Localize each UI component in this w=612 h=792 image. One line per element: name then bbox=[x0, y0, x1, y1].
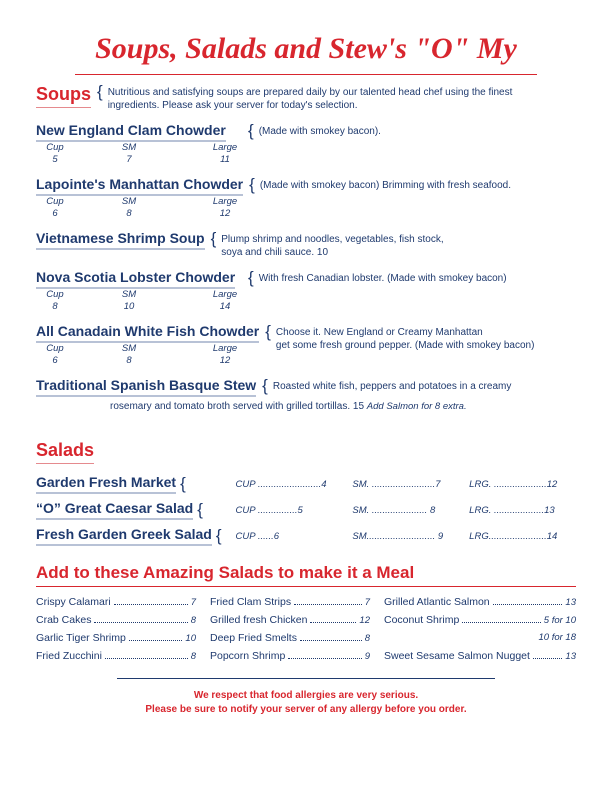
dot-leader bbox=[294, 604, 362, 605]
dot-leader bbox=[114, 604, 188, 605]
soup-name-block bbox=[36, 176, 243, 220]
size-label: SM bbox=[121, 343, 137, 354]
size-price: 8 bbox=[126, 355, 132, 366]
addon-price: 7 bbox=[364, 597, 370, 608]
size-price: 6 bbox=[52, 208, 58, 219]
size-label: Large bbox=[212, 196, 238, 207]
addon-name: Deep Fried Smelts bbox=[210, 632, 297, 644]
size-price: 14 bbox=[219, 301, 231, 312]
soups-intro-2: ingredients. Please ask your server for today's selection. bbox=[107, 100, 358, 111]
soup-description-line: Choose it. New England or Creamy Manhattan bbox=[275, 327, 483, 338]
addon-price: 8 bbox=[190, 615, 196, 626]
dot-leader bbox=[300, 640, 362, 641]
addons-heading: Add to these Amazing Salads to make it a Meal bbox=[36, 562, 576, 587]
addon-name: Crab Cakes bbox=[36, 614, 92, 626]
soup-description-line: rosemary and tomato broth served with grilled tortillas. 15 bbox=[110, 401, 365, 412]
addon-name: Fried Clam Strips bbox=[210, 596, 292, 608]
size-labels bbox=[36, 142, 242, 154]
addon-item bbox=[36, 613, 196, 628]
soup-description-line: (Made with smokey bacon). bbox=[258, 126, 381, 137]
size-price: 5 bbox=[52, 154, 58, 165]
size-label: Cup bbox=[46, 142, 64, 153]
soup-name: Lapointe's Manhattan Chowder bbox=[36, 176, 243, 196]
soup-description-line: Roasted white fish, peppers and potatoes in a creamy bbox=[272, 381, 512, 392]
addon-price: 8 bbox=[190, 651, 196, 662]
soup-name: Traditional Spanish Basque Stew bbox=[36, 377, 256, 397]
soups-intro bbox=[108, 83, 513, 112]
size-price: 7 bbox=[126, 154, 132, 165]
addon-price: 5 for 10 bbox=[543, 615, 576, 626]
size-label: SM bbox=[121, 142, 137, 153]
addon-item bbox=[36, 595, 196, 610]
salad-name-cell bbox=[36, 500, 226, 520]
salads-section bbox=[36, 439, 576, 546]
soup-description bbox=[273, 377, 511, 393]
size-price: 6 bbox=[52, 355, 58, 366]
addon-price: 13 bbox=[565, 597, 576, 608]
salad-lrg-price: LRG. ....................12 bbox=[469, 478, 558, 490]
salad-name: Garden Fresh Market bbox=[36, 474, 176, 494]
addon-name: Grilled fresh Chicken bbox=[210, 614, 308, 626]
soup-description-line: With fresh Canadian lobster. (Made with smokey bacon) bbox=[258, 273, 507, 284]
size-label: Large bbox=[212, 343, 238, 354]
soups-header bbox=[36, 83, 576, 112]
salad-name-cell bbox=[36, 526, 226, 546]
salad-lrg-price: LRG. ...................13 bbox=[469, 504, 555, 516]
salad-list bbox=[36, 474, 576, 546]
soup-name-block bbox=[36, 122, 242, 166]
size-label: SM bbox=[121, 196, 137, 207]
soup-name-block bbox=[36, 269, 242, 313]
size-price: 8 bbox=[126, 208, 132, 219]
size-label: Cup bbox=[46, 196, 64, 207]
size-prices bbox=[36, 355, 259, 367]
dot-leader bbox=[105, 658, 188, 659]
salad-name-cell bbox=[36, 474, 226, 494]
addon-list bbox=[36, 595, 576, 664]
addon-item bbox=[384, 649, 576, 664]
brace: { bbox=[210, 229, 217, 248]
soups-section bbox=[36, 83, 576, 413]
soup-item bbox=[36, 323, 576, 367]
size-price: 12 bbox=[219, 208, 231, 219]
addon-price: 12 bbox=[359, 615, 370, 626]
soup-name-block bbox=[36, 377, 256, 397]
size-label: Large bbox=[212, 142, 238, 153]
brace: { bbox=[265, 322, 271, 341]
soup-item bbox=[36, 230, 576, 259]
soup-item bbox=[36, 176, 576, 220]
salads-heading: Salads bbox=[36, 439, 94, 464]
addon-price: 9 bbox=[364, 651, 370, 662]
salad-name: Fresh Garden Greek Salad bbox=[36, 526, 212, 546]
size-price: 8 bbox=[52, 301, 58, 312]
size-prices bbox=[36, 301, 242, 313]
size-label: Large bbox=[212, 289, 238, 300]
size-prices bbox=[36, 154, 242, 166]
menu-title: Soups, Salads and Stew's "O" My bbox=[95, 32, 517, 65]
brace: { bbox=[97, 82, 103, 101]
soup-item bbox=[36, 122, 576, 166]
addon-name: Grilled Atlantic Salmon bbox=[384, 596, 490, 608]
dot-leader bbox=[94, 622, 187, 623]
dot-leader bbox=[129, 640, 183, 641]
addon-item bbox=[210, 613, 370, 628]
salad-name: “O” Great Caesar Salad bbox=[36, 500, 193, 520]
soups-intro-1: Nutritious and satisfying soups are prepared daily by our talented head chef using the finest bbox=[107, 87, 513, 98]
soup-item bbox=[36, 377, 576, 397]
title-divider bbox=[75, 74, 537, 75]
size-label: Cup bbox=[46, 343, 64, 354]
soup-description-line: (Made with smokey bacon) Brimming with fresh seafood. bbox=[259, 180, 512, 191]
addon-name: Sweet Sesame Salmon Nugget bbox=[384, 650, 530, 662]
soup-description bbox=[259, 122, 381, 138]
soup-description-extra bbox=[110, 400, 576, 413]
salad-sm-price: SM. ..................... 8 bbox=[352, 504, 436, 516]
addon-item bbox=[384, 595, 576, 610]
brace: { bbox=[215, 526, 222, 545]
dot-leader bbox=[462, 622, 540, 623]
dot-leader bbox=[288, 658, 361, 659]
allergy-notice-1: We respect that food allergies are very serious. bbox=[193, 690, 419, 701]
addon-name: Popcorn Shrimp bbox=[210, 650, 286, 662]
addon-name: Crispy Calamari bbox=[36, 596, 111, 608]
soup-description bbox=[260, 176, 511, 192]
addon-item bbox=[384, 613, 576, 628]
salad-cup-price: CUP ...............5 bbox=[235, 504, 303, 516]
size-label: Cup bbox=[46, 289, 64, 300]
addon-name: Fried Zucchini bbox=[36, 650, 102, 662]
soup-addon-note: Add Salmon for 8 extra. bbox=[366, 401, 467, 412]
soup-name: Nova Scotia Lobster Chowder bbox=[36, 269, 235, 289]
addons-section bbox=[36, 562, 576, 664]
salad-sm-price: SM. ........................7 bbox=[352, 478, 441, 490]
dot-leader bbox=[493, 604, 563, 605]
brace: { bbox=[248, 268, 254, 287]
salad-cup-price: CUP ......6 bbox=[235, 530, 280, 542]
addon-price: 10 bbox=[185, 633, 196, 644]
size-labels bbox=[36, 343, 259, 355]
brace: { bbox=[180, 474, 186, 493]
size-price: 10 bbox=[123, 301, 135, 312]
soup-description bbox=[259, 269, 507, 285]
soup-list bbox=[36, 122, 576, 413]
soup-description bbox=[276, 323, 534, 352]
addon-item bbox=[210, 631, 370, 646]
soup-name-block bbox=[36, 323, 259, 367]
brace: { bbox=[262, 376, 268, 395]
size-price: 11 bbox=[220, 154, 230, 165]
soup-description bbox=[221, 230, 443, 259]
soup-description-line: soya and chili sauce. 10 bbox=[221, 247, 328, 258]
addon-price: 13 bbox=[565, 651, 576, 662]
brace: { bbox=[248, 121, 254, 140]
salad-lrg-price: LRG......................14 bbox=[469, 530, 558, 542]
soup-name: Vietnamese Shrimp Soup bbox=[36, 230, 205, 250]
soups-heading: Soups bbox=[36, 83, 91, 108]
addon-price: 10 for 18 bbox=[538, 632, 576, 643]
addon-price: 7 bbox=[190, 597, 196, 608]
addon-item bbox=[36, 631, 196, 646]
soup-name-block bbox=[36, 230, 205, 250]
size-labels bbox=[36, 289, 242, 301]
dot-leader bbox=[533, 658, 563, 659]
soup-description-line: Plump shrimp and noodles, vegetables, fish stock, bbox=[221, 234, 444, 245]
size-prices bbox=[36, 208, 243, 220]
addon-name: Coconut Shrimp bbox=[384, 614, 460, 626]
addon-item bbox=[384, 631, 576, 646]
soup-item bbox=[36, 269, 576, 313]
dot-leader bbox=[310, 622, 356, 623]
brace: { bbox=[249, 175, 255, 194]
footer-divider bbox=[117, 678, 495, 679]
size-price: 12 bbox=[219, 355, 231, 366]
addon-price: 8 bbox=[364, 633, 370, 644]
salad-sm-price: SM.......................... 9 bbox=[352, 530, 444, 542]
size-label: SM bbox=[121, 289, 137, 300]
addon-item bbox=[210, 649, 370, 664]
addon-name: Garlic Tiger Shrimp bbox=[36, 632, 126, 644]
soup-name: All Canadain White Fish Chowder bbox=[36, 323, 259, 343]
soup-name: New England Clam Chowder bbox=[36, 122, 226, 142]
allergy-notice-2: Please be sure to notify your server of any allergy before you order. bbox=[145, 704, 467, 715]
soup-description-line: get some fresh ground pepper. (Made with smokey bacon) bbox=[275, 340, 535, 351]
brace: { bbox=[197, 500, 203, 519]
addon-item bbox=[210, 595, 370, 610]
addon-item bbox=[36, 649, 196, 664]
size-labels bbox=[36, 196, 243, 208]
salad-cup-price: CUP ........................4 bbox=[235, 478, 327, 490]
